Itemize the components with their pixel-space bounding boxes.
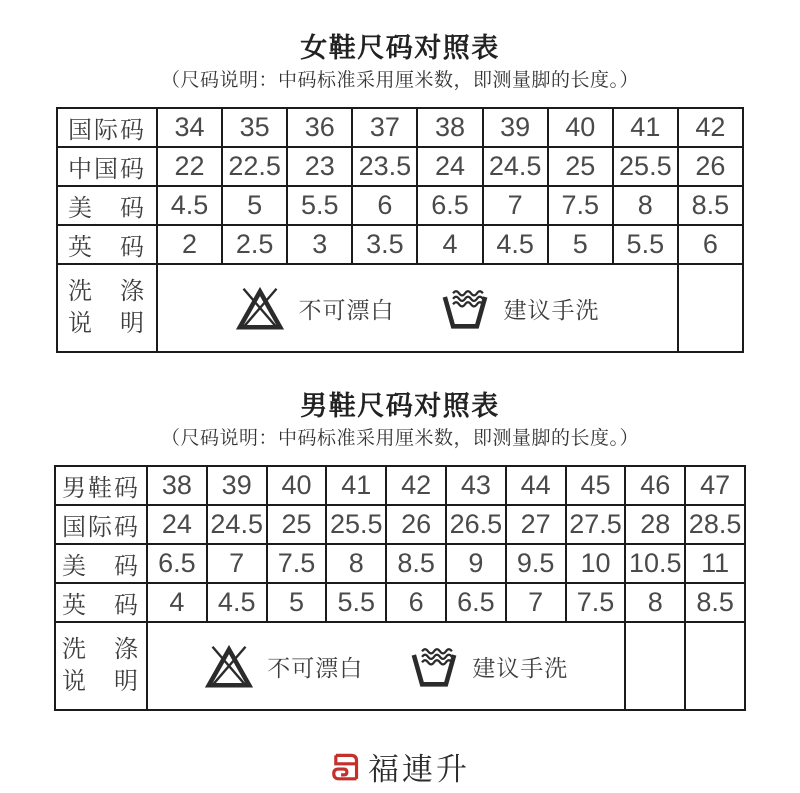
care-item-label: 建议手洗 [472, 654, 569, 681]
size-value-cell: 4.5 [157, 186, 222, 225]
size-value-cell: 23.5 [352, 147, 417, 186]
size-value-cell: 25.5 [326, 505, 386, 544]
size-table-row [55, 505, 745, 544]
care-instructions-row [55, 622, 745, 710]
size-value-cell: 4.5 [483, 225, 548, 264]
size-value-cell: 38 [147, 466, 207, 505]
size-value-cell: 4 [417, 225, 482, 264]
size-value-cell: 8.5 [685, 583, 745, 622]
size-value-cell: 8 [326, 544, 386, 583]
care-item [440, 286, 599, 330]
care-row-label-line: 说 明 [68, 310, 146, 338]
size-value-cell: 47 [685, 466, 745, 505]
size-value-cell: 7.5 [548, 186, 613, 225]
care-item [204, 644, 363, 688]
size-value-cell: 7 [207, 544, 267, 583]
size-value-cell: 5 [267, 583, 327, 622]
size-table-row [55, 466, 745, 505]
care-instructions-row [57, 264, 743, 352]
size-value-cell: 44 [506, 466, 566, 505]
size-value-cell: 35 [222, 108, 287, 147]
care-instructions-cell [147, 622, 625, 710]
size-value-cell: 8.5 [678, 186, 743, 225]
women-section-title: 女鞋尺码对照表 [300, 33, 500, 63]
row-label: 英 码 [57, 225, 157, 264]
care-item [409, 644, 568, 688]
care-row-label [57, 264, 157, 352]
care-row-label-line: 说 明 [62, 668, 140, 696]
size-value-cell: 4.5 [207, 583, 267, 622]
size-value-cell: 9 [446, 544, 506, 583]
size-value-cell: 42 [386, 466, 446, 505]
size-value-cell: 46 [625, 466, 685, 505]
size-value-cell: 6.5 [446, 583, 506, 622]
women-section-subtitle: （尺码说明：中码标准采用厘米数，即测量脚的长度。） [160, 70, 639, 92]
care-item-label: 不可漂白 [267, 654, 364, 681]
size-value-cell: 34 [157, 108, 222, 147]
size-value-cell: 26 [678, 147, 743, 186]
size-value-cell: 25.5 [613, 147, 678, 186]
care-row-label-line: 洗 涤 [68, 277, 146, 305]
size-value-cell: 23 [287, 147, 352, 186]
size-value-cell: 5.5 [613, 225, 678, 264]
size-value-cell: 5 [548, 225, 613, 264]
size-value-cell: 39 [483, 108, 548, 147]
empty-cell [625, 622, 685, 710]
size-value-cell: 38 [417, 108, 482, 147]
row-label: 男鞋码 [55, 466, 147, 505]
size-value-cell: 6.5 [417, 186, 482, 225]
size-table-row [57, 108, 743, 147]
size-value-cell: 7 [506, 583, 566, 622]
size-value-cell: 5.5 [326, 583, 386, 622]
size-value-cell: 8.5 [386, 544, 446, 583]
no-bleach-icon [204, 644, 254, 688]
size-table-row [57, 147, 743, 186]
size-value-cell: 11 [685, 544, 745, 583]
size-value-cell: 22.5 [222, 147, 287, 186]
size-value-cell: 28.5 [685, 505, 745, 544]
size-value-cell: 4 [147, 583, 207, 622]
size-value-cell: 6.5 [147, 544, 207, 583]
women-size-table [56, 107, 744, 353]
men-section-subtitle: （尺码说明：中码标准采用厘米数，即测量脚的长度。） [160, 428, 639, 450]
hand-wash-icon [409, 644, 459, 688]
size-value-cell: 40 [548, 108, 613, 147]
size-value-cell: 7.5 [566, 583, 626, 622]
women-size-section [0, 32, 800, 353]
red-seal-glyph-icon [330, 752, 360, 782]
size-value-cell: 3 [287, 225, 352, 264]
size-value-cell: 25 [267, 505, 327, 544]
row-label: 中国码 [57, 147, 157, 186]
size-value-cell: 6 [678, 225, 743, 264]
size-value-cell: 24.5 [483, 147, 548, 186]
size-table-row [57, 225, 743, 264]
size-value-cell: 41 [326, 466, 386, 505]
size-value-cell: 24.5 [207, 505, 267, 544]
care-item-label: 不可漂白 [298, 296, 395, 323]
size-value-cell: 2 [157, 225, 222, 264]
size-value-cell: 8 [625, 583, 685, 622]
size-value-cell: 40 [267, 466, 327, 505]
size-value-cell: 42 [678, 108, 743, 147]
men-section-title: 男鞋尺码对照表 [300, 391, 500, 422]
size-value-cell: 5.5 [287, 186, 352, 225]
brand-logo [0, 744, 800, 789]
size-value-cell: 9.5 [506, 544, 566, 583]
size-table-row [55, 544, 745, 583]
size-value-cell: 6 [352, 186, 417, 225]
size-value-cell: 36 [287, 108, 352, 147]
care-instructions-cell [157, 264, 678, 352]
row-label: 国际码 [57, 108, 157, 147]
empty-cell [685, 622, 745, 710]
size-value-cell: 24 [147, 505, 207, 544]
size-value-cell: 2.5 [222, 225, 287, 264]
care-item [235, 286, 394, 330]
size-value-cell: 45 [566, 466, 626, 505]
row-label: 国际码 [55, 505, 147, 544]
row-label: 美 码 [57, 186, 157, 225]
care-item-label: 建议手洗 [503, 296, 600, 323]
men-size-table [54, 465, 746, 711]
size-value-cell: 27.5 [566, 505, 626, 544]
size-value-cell: 24 [417, 147, 482, 186]
empty-cell [678, 264, 743, 352]
size-value-cell: 8 [613, 186, 678, 225]
size-value-cell: 43 [446, 466, 506, 505]
hand-wash-icon [440, 286, 490, 330]
size-value-cell: 28 [625, 505, 685, 544]
size-table-row [57, 186, 743, 225]
care-row-label [55, 622, 147, 710]
size-value-cell: 5 [222, 186, 287, 225]
men-size-section [0, 390, 800, 711]
size-value-cell: 10 [566, 544, 626, 583]
size-value-cell: 26.5 [446, 505, 506, 544]
size-value-cell: 22 [157, 147, 222, 186]
size-value-cell: 25 [548, 147, 613, 186]
size-value-cell: 26 [386, 505, 446, 544]
row-label: 英 码 [55, 583, 147, 622]
size-value-cell: 10.5 [625, 544, 685, 583]
size-value-cell: 7.5 [267, 544, 327, 583]
size-value-cell: 6 [386, 583, 446, 622]
brand-name: 福連升 [368, 752, 470, 788]
size-value-cell: 7 [483, 186, 548, 225]
size-value-cell: 41 [613, 108, 678, 147]
row-label: 美 码 [55, 544, 147, 583]
size-table-row [55, 583, 745, 622]
size-value-cell: 39 [207, 466, 267, 505]
size-value-cell: 37 [352, 108, 417, 147]
care-row-label-line: 洗 涤 [62, 635, 140, 663]
size-value-cell: 27 [506, 505, 566, 544]
no-bleach-icon [235, 286, 285, 330]
size-value-cell: 3.5 [352, 225, 417, 264]
